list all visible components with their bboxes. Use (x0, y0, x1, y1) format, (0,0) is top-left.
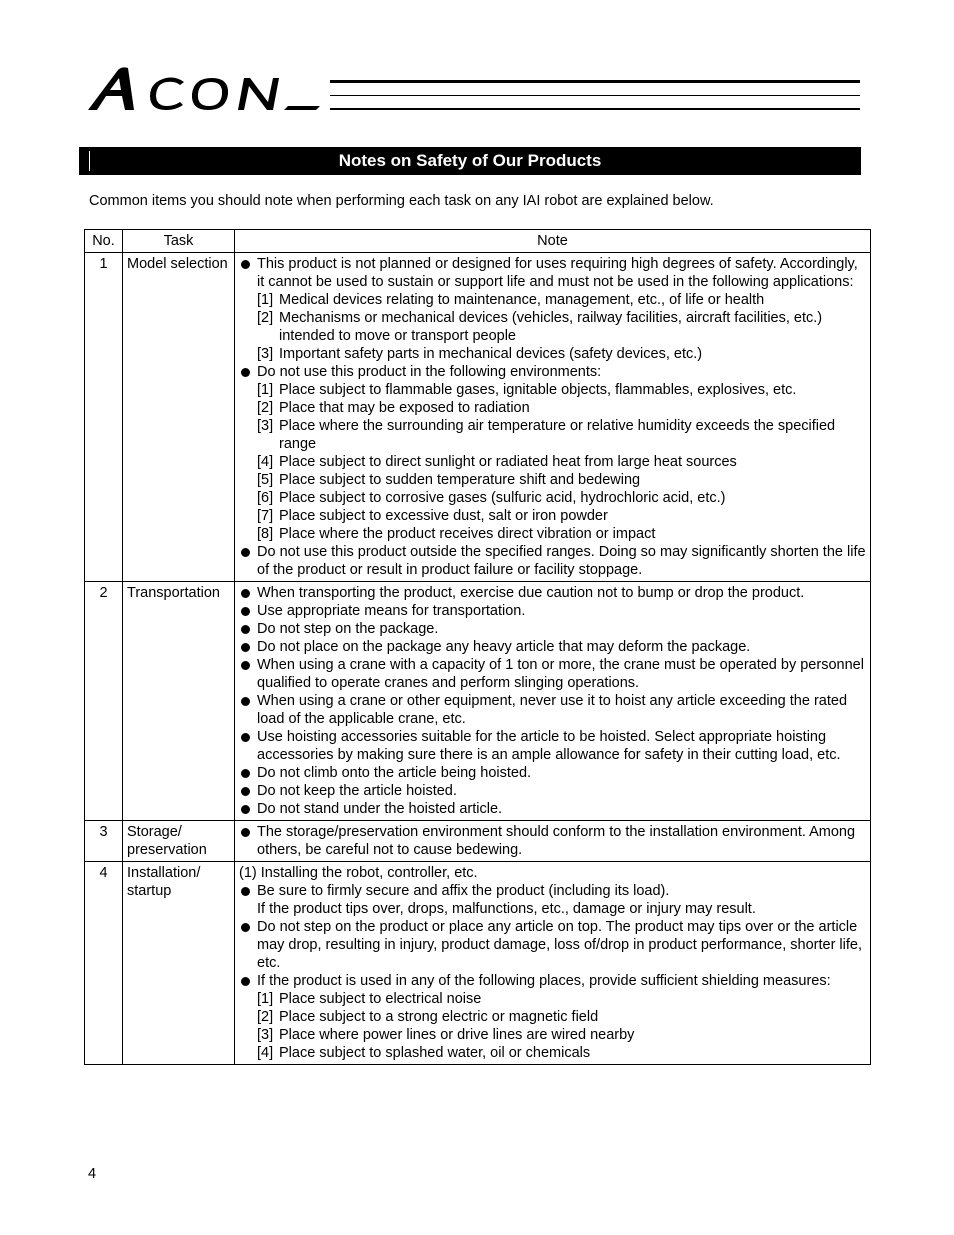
item-number: [1] (257, 991, 274, 1007)
item-text: Place subject to flammable gases, ignitable objects, flammables, explosives, etc. (279, 382, 797, 398)
item-text: Place where power lines or drive lines are wired nearby (279, 1027, 635, 1043)
table-row (85, 582, 871, 821)
row-task: Transportation (123, 582, 235, 821)
item-number: [1] (257, 292, 274, 308)
numbered-item (239, 1026, 866, 1044)
item-text: Place subject to splashed water, oil or chemicals (279, 1045, 591, 1061)
numbered-item (239, 453, 866, 471)
acon-logo (88, 66, 324, 114)
numbered-item (239, 1008, 866, 1026)
row-number: 2 (85, 582, 123, 821)
bullet-item: Do not step on the product or place any article on top. The product may tips over or the article may drop, resulting in injury, product damage, loss of/drop in product performance, shorter life, etc. (239, 918, 866, 972)
item-text: Place subject to excessive dust, salt or iron powder (279, 508, 608, 524)
item-number: [2] (257, 400, 274, 416)
item-text: Place that may be exposed to radiation (279, 400, 530, 416)
row-notes (235, 821, 871, 862)
row-notes (235, 582, 871, 821)
item-text: Medical devices relating to maintenance, management, etc., of life or health (279, 292, 765, 308)
numbered-item (239, 471, 866, 489)
section-banner (79, 147, 861, 175)
acon-logo-graphic (88, 66, 324, 114)
bullet-item: Do not use this product outside the specified ranges. Doing so may significantly shorten the life of the product or result in product failure or facility stoppage. (239, 543, 866, 579)
row-task: Installation/ startup (123, 862, 235, 1065)
bullet-item: This product is not planned or designed for uses requiring high degrees of safety. Accordingly, it cannot be used to sustain or support life and must not be used in the following applications: (239, 255, 866, 291)
header-rule-top (330, 80, 860, 83)
numbered-item (239, 990, 866, 1008)
intro-text: Common items you should note when performing each task on any IAI robot are explained below. (89, 193, 714, 209)
bullet-item: The storage/preservation environment should conform to the installation environment. Among others, be careful not to cause bedewing. (239, 823, 866, 859)
bullet-item: When using a crane with a capacity of 1 ton or more, the crane must be operated by personnel qualified to operate cranes and perform slinging operations. (239, 656, 866, 692)
numbered-item (239, 345, 866, 363)
bullet-item: When transporting the product, exercise due caution not to bump or drop the product. (239, 584, 866, 602)
header-rule-middle (330, 95, 860, 96)
row-number: 3 (85, 821, 123, 862)
row-notes (235, 253, 871, 582)
header-rule-bottom (330, 108, 860, 110)
item-number: [4] (257, 1045, 274, 1061)
bullet-item: Use hoisting accessories suitable for the article to be hoisted. Select appropriate hoisting accessories by making sure there is an ample allowance for safety in their cutting load, etc. (239, 728, 866, 764)
bullet-item: Do not step on the package. (239, 620, 866, 638)
bullet-item: Do not climb onto the article being hoisted. (239, 764, 866, 782)
row-number: 4 (85, 862, 123, 1065)
item-number: [3] (257, 346, 274, 362)
sub-item: If the product tips over, drops, malfunctions, etc., damage or injury may result. (257, 901, 756, 917)
item-number: [1] (257, 382, 274, 398)
item-text: Place where the product receives direct vibration or impact (279, 526, 656, 542)
item-text: Place subject to sudden temperature shift and bedewing (279, 472, 641, 488)
item-text: Important safety parts in mechanical devices (safety devices, etc.) (279, 346, 703, 362)
table-header-row (85, 230, 871, 253)
item-text: Place subject to electrical noise (279, 991, 482, 1007)
page-number: 4 (88, 1166, 97, 1182)
row-task: Model selection (123, 253, 235, 582)
bullet-item: Do not place on the package any heavy article that may deform the package. (239, 638, 866, 656)
bullet-item: Do not use this product in the following environments: (239, 363, 866, 381)
item-text: Place subject to corrosive gases (sulfuric acid, hydrochloric acid, etc.) (279, 490, 726, 506)
bullet-item: Be sure to firmly secure and affix the product (including its load). (239, 882, 866, 900)
bullet-item: Do not keep the article hoisted. (239, 782, 866, 800)
bullet-item: If the product is used in any of the following places, provide sufficient shielding measures: (239, 972, 866, 990)
header-task: Task (123, 230, 235, 253)
item-number: [8] (257, 526, 274, 542)
item-number: [2] (257, 1009, 274, 1025)
bullet-item: Do not stand under the hoisted article. (239, 800, 866, 818)
item-number: [3] (257, 418, 274, 434)
numbered-item (239, 525, 866, 543)
numbered-item (239, 309, 866, 345)
safety-notes-table (84, 229, 871, 1065)
row-number: 1 (85, 253, 123, 582)
bullet-item: When using a crane or other equipment, never use it to hoist any article exceeding the rated load of the applicable crane, etc. (239, 692, 866, 728)
item-number: [2] (257, 310, 274, 326)
item-number: [4] (257, 454, 274, 470)
table-row (85, 253, 871, 582)
numbered-item (239, 1044, 866, 1062)
numbered-item (239, 489, 866, 507)
item-number: [3] (257, 1027, 274, 1043)
item-number: [6] (257, 490, 274, 506)
numbered-item (239, 507, 866, 525)
numbered-item (239, 399, 866, 417)
item-text: Mechanisms or mechanical devices (vehicles, railway facilities, aircraft facilities, etc.) intended to move or transport people (279, 310, 823, 344)
header-note: Note (235, 230, 871, 253)
row-notes (235, 862, 871, 1065)
header-no: No. (85, 230, 123, 253)
table-row (85, 862, 871, 1065)
section-title: Notes on Safety of Our Products (338, 151, 602, 170)
item-number: [5] (257, 472, 274, 488)
numbered-item (239, 417, 866, 453)
numbered-item (239, 381, 866, 399)
table-row (85, 821, 871, 862)
item-text: Place where the surrounding air temperature or relative humidity exceeds the specified range (279, 418, 836, 452)
table-body (85, 253, 871, 1065)
item-text: Place subject to direct sunlight or radiated heat from large heat sources (279, 454, 737, 470)
numbered-item (239, 291, 866, 309)
row-task: Storage/ preservation (123, 821, 235, 862)
item-number: [7] (257, 508, 274, 524)
item-text: Place subject to a strong electric or magnetic field (279, 1009, 599, 1025)
plain-item: (1) Installing the robot, controller, etc. (239, 865, 478, 881)
bullet-item: Use appropriate means for transportation. (239, 602, 866, 620)
